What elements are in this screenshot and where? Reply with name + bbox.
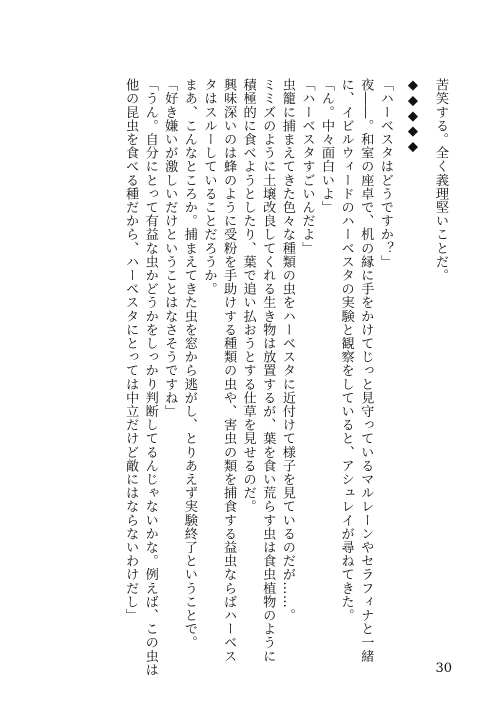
- text-line: 虫籠に捕まえてきた色々な種類の虫をハーベスタに近付けて様子を見ているのだが……。: [279, 78, 295, 622]
- text-line: ミミズのように土壌改良してくれる生き物は放置するが、葉を食い荒らす虫は食虫植物のように: [260, 78, 276, 663]
- text-line: 「ハーベスタはどうですか？」: [377, 78, 393, 269]
- text-line: に、イビルウィードのハーベスタの実験と観察をしていると、アシュレイが尋ねてきた。: [338, 78, 354, 622]
- text-line: 「ハーベスタすごいんだよ」: [299, 78, 315, 255]
- section-divider: ◆◆◆◆◆: [405, 78, 421, 155]
- page-number: 30: [435, 661, 452, 676]
- text-line: 他の昆虫を食べる種だから、ハーベスタにとっては中立だけど敵にはならないわけだし」: [123, 78, 139, 622]
- text-line: 興味深いのは蜂のように受粉を手助けする種類の虫や、害虫の類を捕食する益虫ならばハーベス: [221, 78, 237, 663]
- text-line: 夜――。和室の座卓で、机の縁に手をかけてじっと見守っているマルレーンやセラフィナと一緒: [358, 78, 374, 663]
- text-line: 「ん。中々面白いよ」: [319, 78, 335, 214]
- text-line: 「好き嫌いが激しいだけということはなさそうですね」: [162, 78, 178, 418]
- text-line: 積極的に食べようとしたり、葉で追い払おうとする仕草を見せるのだ。: [240, 78, 256, 514]
- text-line: タはスルーしていることだろうか。: [201, 78, 217, 296]
- text-line: 苦笑する。全く義理堅いことだ。: [433, 78, 448, 282]
- blank-line: [395, 78, 403, 658]
- text-line: 「うん。自分にとって有益な虫かどうかをしっかり判断してるんじゃないかな。例えば、この虫は: [142, 78, 158, 677]
- blank-line: [422, 78, 430, 658]
- text-line: まあ、こんなところか。捕まえてきた虫を窓から逃がし、とりあえず実験終了ということで。: [181, 78, 197, 650]
